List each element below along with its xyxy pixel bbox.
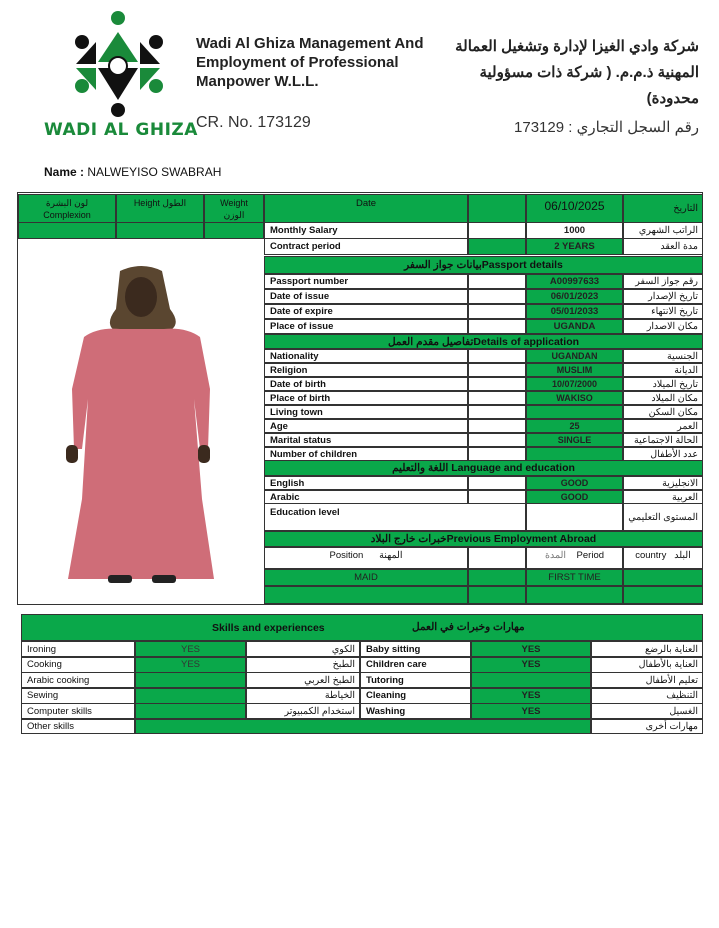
- skill-value: YES: [135, 641, 246, 657]
- application-row-spacer: [468, 363, 526, 377]
- employment-position-header: Position المهنة: [264, 547, 468, 569]
- other-skills-label: Other skills: [21, 719, 135, 734]
- passport-row-value: 06/01/2023: [526, 289, 623, 304]
- skill-label: Computer skills: [21, 703, 135, 719]
- salary-label-ar: الراتب الشهري: [623, 222, 703, 239]
- salary-label: Monthly Salary: [264, 222, 468, 239]
- weight-value: [204, 222, 264, 239]
- application-row-value: MUSLIM: [526, 363, 623, 377]
- application-row-label-ar: عدد الأطفال: [623, 447, 703, 461]
- employment-country-value: [623, 569, 703, 586]
- skill-label-ar: العناية بالأطفال: [591, 657, 703, 673]
- application-row-spacer: [468, 419, 526, 433]
- application-row-label-ar: العمر: [623, 419, 703, 433]
- application-row-label: Place of birth: [264, 391, 468, 405]
- employment-blank-value: [468, 569, 526, 586]
- skill-value: YES: [471, 657, 591, 673]
- skill-value: [471, 672, 591, 688]
- skill-label: Cleaning: [360, 688, 471, 704]
- application-row-value: UGANDAN: [526, 349, 623, 363]
- application-row-label-ar: الجنسية: [623, 349, 703, 363]
- employment-row-2b: [468, 586, 526, 604]
- contract-label-ar: مدة العقد: [623, 238, 703, 255]
- skill-label: Sewing: [21, 688, 135, 704]
- passport-row-label: Date of issue: [264, 289, 468, 304]
- skill-label-ar: تعليم الأطفال: [591, 672, 703, 688]
- employment-row-2d: [623, 586, 703, 604]
- skill-label-ar: الطبخ العربي: [246, 672, 360, 688]
- application-section-title: تفاصيل مقدم العملDetails of application: [264, 334, 703, 349]
- skill-label-ar: الكوي: [246, 641, 360, 657]
- company-name-ar: شركة وادي الغيزا لإدارة وتشغيل العمالة المهنية ذ.م.م. ( شركة ذات مسؤولية محدودة): [455, 38, 699, 107]
- passport-section-title: بيانات جواز السفرPassport details: [264, 256, 703, 274]
- passport-row-value: 05/01/2033: [526, 304, 623, 319]
- language-section-title: اللغة والتعليم Language and education: [264, 460, 703, 476]
- skill-label-ar: الغسيل: [591, 703, 703, 719]
- contract-value: 2 YEARS: [526, 238, 623, 255]
- contract-spacer: [468, 238, 526, 255]
- passport-row-label: Place of issue: [264, 319, 468, 334]
- skill-value: YES: [471, 641, 591, 657]
- passport-row-spacer: [468, 274, 526, 289]
- skill-value: YES: [471, 688, 591, 704]
- language-row-label-ar: العربية: [623, 490, 703, 504]
- application-row-spacer: [468, 405, 526, 419]
- application-row-label-ar: الديانة: [623, 363, 703, 377]
- language-row-label-ar: الانجليزية: [623, 476, 703, 490]
- skill-label: Washing: [360, 703, 471, 719]
- logo-text: WADI AL GHIZA: [44, 120, 198, 140]
- employment-country-header: country البلد: [623, 547, 703, 569]
- skill-label: Cooking: [21, 657, 135, 673]
- skill-label-ar: التنظيف: [591, 688, 703, 704]
- skill-label-ar: استخدام الكمبيوتر: [246, 703, 360, 719]
- employment-row-2c: [526, 586, 623, 604]
- skill-value: YES: [471, 703, 591, 719]
- passport-row-label: Date of expire: [264, 304, 468, 319]
- passport-row-spacer: [468, 289, 526, 304]
- application-row-value: 25: [526, 419, 623, 433]
- skill-value: [135, 688, 246, 704]
- skill-label: Ironing: [21, 641, 135, 657]
- application-row-label: Number of children: [264, 447, 468, 461]
- application-row-spacer: [468, 349, 526, 363]
- employment-period-value: FIRST TIME: [526, 569, 623, 586]
- cr-number-ar: رقم السجل التجاري : 173129: [514, 119, 699, 136]
- skill-label-ar: الخياطة: [246, 688, 360, 704]
- date-value: 06/10/2025: [526, 194, 623, 223]
- weight-cell: Weight الوزن: [204, 194, 264, 223]
- skill-label: Arabic cooking: [21, 672, 135, 688]
- other-skills-label-ar: مهارات أخرى: [591, 719, 703, 734]
- passport-row-value: A00997633: [526, 274, 623, 289]
- employment-position-value: MAID: [264, 569, 468, 586]
- candidate-photo: [24, 249, 260, 587]
- passport-row-label-ar: مكان الاصدار: [623, 319, 703, 334]
- language-row-spacer: [468, 476, 526, 490]
- application-row-label: Date of birth: [264, 377, 468, 391]
- language-row-value: GOOD: [526, 476, 623, 490]
- skill-value: [135, 672, 246, 688]
- application-row-label-ar: مكان الميلاد: [623, 391, 703, 405]
- application-row-label: Religion: [264, 363, 468, 377]
- employment-blank-header: [468, 547, 526, 569]
- passport-row-label-ar: تاريخ الإصدار: [623, 289, 703, 304]
- skill-value: YES: [135, 657, 246, 673]
- language-row-label: English: [264, 476, 468, 490]
- application-row-value: [526, 447, 623, 461]
- application-row-label-ar: الحالة الاجتماعية: [623, 433, 703, 447]
- application-row-label-ar: مكان السكن: [623, 405, 703, 419]
- application-row-value: [526, 405, 623, 419]
- complexion-cell: لون البشرة Complexion: [18, 194, 116, 223]
- application-row-label: Living town: [264, 405, 468, 419]
- application-row-label: Nationality: [264, 349, 468, 363]
- passport-row-value: UGANDA: [526, 319, 623, 334]
- other-skills-value: [135, 719, 591, 734]
- skills-header: Skills and experiences مهارات وخبرات في العمل: [21, 614, 703, 641]
- passport-row-spacer: [468, 319, 526, 334]
- application-row-value: SINGLE: [526, 433, 623, 447]
- application-row-label: Age: [264, 419, 468, 433]
- language-row-value: GOOD: [526, 490, 623, 504]
- height-value: [116, 222, 204, 239]
- education-label-ar: المستوى التعليمي: [623, 503, 703, 531]
- passport-row-spacer: [468, 304, 526, 319]
- height-cell: Height الطول: [116, 194, 204, 223]
- employment-row-2a: [264, 586, 468, 604]
- passport-row-label: Passport number: [264, 274, 468, 289]
- language-row-spacer: [468, 490, 526, 504]
- language-row-label: Arabic: [264, 490, 468, 504]
- application-row-spacer: [468, 391, 526, 405]
- passport-row-label-ar: رقم جواز السفر: [623, 274, 703, 289]
- skill-label: Baby sitting: [360, 641, 471, 657]
- application-row-label: Marital status: [264, 433, 468, 447]
- skill-label-ar: الطبخ: [246, 657, 360, 673]
- employment-section-title: خبرات خارج البلادPrevious Employment Abroad: [264, 531, 703, 547]
- company-name-en: Wadi Al Ghiza Management And Employment of Professional Manpower W.L.L.: [196, 35, 424, 90]
- skill-label-ar: العناية بالرضع: [591, 641, 703, 657]
- skill-label: Children care: [360, 657, 471, 673]
- employment-period-header: المدة Period: [526, 547, 623, 569]
- candidate-name: Name : NALWEYISO SWABRAH: [44, 165, 222, 179]
- education-value: [526, 503, 623, 531]
- cr-number-en: CR. No. 173129: [196, 114, 311, 131]
- date-label-ar: التاريخ: [623, 194, 703, 223]
- date-spacer: [468, 194, 526, 223]
- skill-value: [135, 703, 246, 719]
- application-row-value: 10/07/2000: [526, 377, 623, 391]
- application-row-label-ar: تاريخ الميلاد: [623, 377, 703, 391]
- date-label: Date: [264, 194, 468, 223]
- application-row-value: WAKISO: [526, 391, 623, 405]
- salary-value: 1000: [526, 222, 623, 239]
- skill-label: Tutoring: [360, 672, 471, 688]
- application-row-spacer: [468, 433, 526, 447]
- passport-row-label-ar: تاريخ الانتهاء: [623, 304, 703, 319]
- education-label: Education level: [264, 503, 526, 531]
- application-row-spacer: [468, 377, 526, 391]
- contract-label: Contract period: [264, 238, 468, 255]
- salary-spacer: [468, 222, 526, 239]
- complexion-value: [18, 222, 116, 239]
- application-row-spacer: [468, 447, 526, 461]
